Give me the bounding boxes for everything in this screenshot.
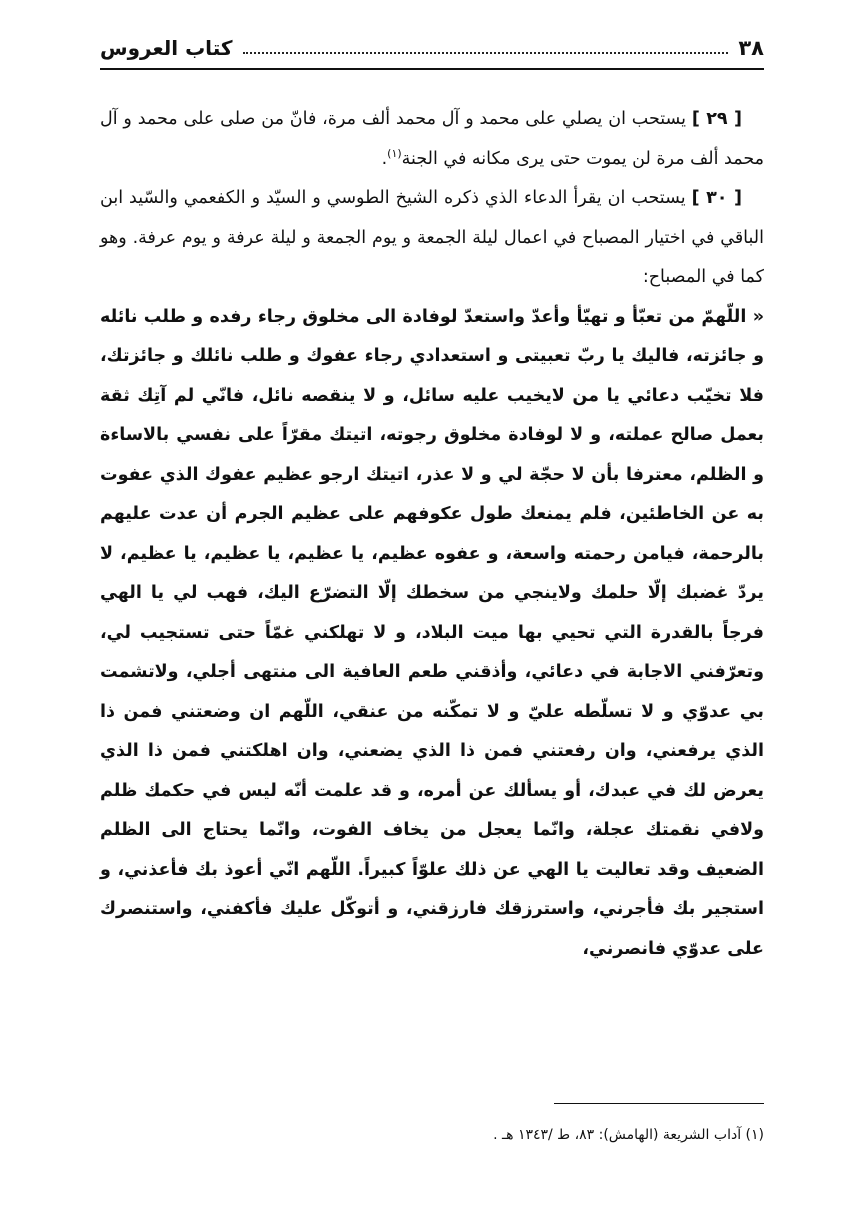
paragraph-29: [100, 100, 764, 179]
prayer-text: « اللّهمّ من تعبّأ و تهيّأ وأعدّ واستعدّ لوفادة الى مخلوق رجاء رفده و طلب نائله و جائزته، فاليك يا ربّ تعبيتى و استعدادي رجاء عفوك و طلب نائلك و جائزتك، فلا تخيّب دعائي يا من لايخيب عليه سائل، و لا ينقصه نائل، فانّي لم آتِك ثقة بعمل صالح عملته، و لا لوفادة مخلوق رجوته، اتيتك مقرّاً على نفسي بالاساءة و الظلم، معترفا بأن لا حجّة لي و لا عذر، اتيتك ارجو عظيم عفوك الذي عفوت به عن الخاطئين، فلم يمنعك طول عكوفهم على عظيم الجرم أن عدت عليهم بالرحمة، فيامن رحمته واسعة، و عفوه عظيم، يا عظيم، يا عظيم، يا عظيم، لا يردّ غضبك إلّا حلمك ولاينجي من سخطك إلّا التضرّع اليك، فهب لي يا الهي فرجاً بالقدرة التي تحيي بها ميت البلاد، و لا تهلكني غمّاً حتى تستجيب لي، وتعرّفني الاجابة في دعائي، وأذقني طعم العافية الى منتهى أجلي، ولاتشمت بي عدوّي و لا تسلّطه عليّ و لا تمكّنه من عنقي، اللّهم ان وضعتني فمن ذا الذي يرفعني، وان رفعتني فمن ذا الذي يضعني، وان اهلكتني فمن ذا الذي يعرض لك في عبدك، أو يسألك عن أمره، و قد علمت أنّه ليس في حكمك ظلم ولافي نقمتك عجلة، وانّما يعجل من يخاف الفوت، وانّما يحتاج الى الظلم الضعيف وقد تعاليت يا الهي عن ذلك علوّاً كبيراً. اللّهم انّي أعوذ بك فأعذني، و استجير بك فأجرني، واسترزقك فارزقني، و أتوكّل عليك فأكفني، واستنصرك على عدوّي فانصرني،: [100, 306, 764, 959]
paragraph-30-text: يستحب ان يقرأ الدعاء الذي ذكره الشيخ الطوسي و السيّد و الكفعمي والسّيد ابن الباقي في اختيار المصباح في اعمال ليلة الجمعة و يوم الجمعة و ليلة عرفة و يوم عرفة. وهو كما في المصباح:: [100, 188, 764, 287]
main-text: [100, 100, 764, 969]
paragraph-29-text: يستحب ان يصلي على محمد و آل محمد ألف مرة، فانّ من صلى على محمد و آل محمد ألف مرة لن يموت حتى يرى مكانه في الجنة: [100, 109, 764, 169]
page-number: ٣٨: [738, 36, 764, 60]
paragraph-number-30: [ ٣٠ ]: [691, 188, 743, 208]
footnote-reference: (١): [387, 146, 402, 160]
footnote: (١) آداب الشريعة (الهامش): ٨٣، ط /١٣٤٣ هـ .: [493, 1127, 764, 1143]
page-header: [100, 28, 764, 70]
header-dot-leader: [243, 42, 729, 54]
paragraph-number-29: [ ٢٩ ]: [691, 109, 742, 129]
footnote-divider: [554, 1103, 764, 1104]
book-title: كتاب العروس: [100, 36, 233, 60]
paragraph-29-end: .: [381, 148, 388, 169]
paragraph-30: [100, 179, 764, 298]
